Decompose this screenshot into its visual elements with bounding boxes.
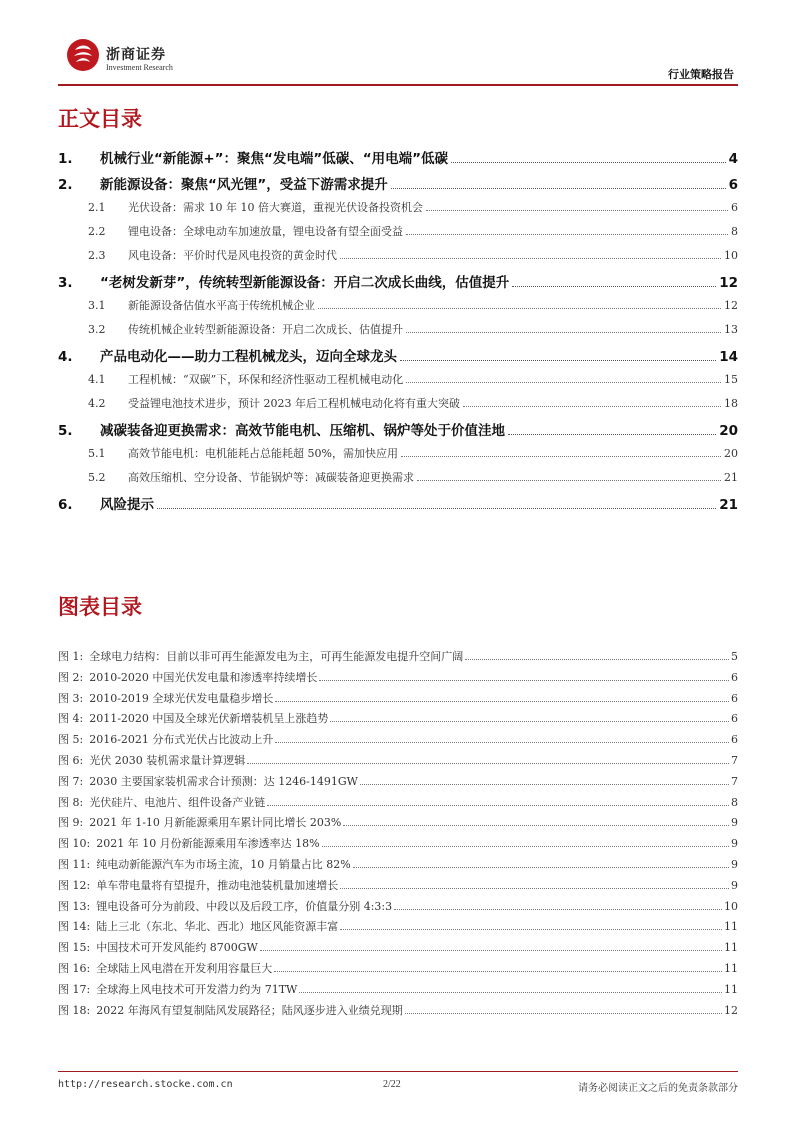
footer-url-link[interactable]: http://research.stocke.com.cn: [58, 1079, 233, 1090]
dot-leader: [391, 187, 726, 189]
figure-number: 图 18:: [58, 1003, 91, 1017]
toc-entry-number: 2.: [58, 177, 73, 193]
table-of-contents: [58, 147, 738, 519]
dot-leader: [406, 331, 721, 333]
toc-entry-number: 6.: [58, 497, 73, 513]
figure-entry[interactable]: [58, 773, 738, 794]
figure-caption: 单车带电量将有望提升，推动电池装机量加速增长: [96, 878, 339, 892]
figure-number: 图 10:: [58, 837, 91, 851]
figure-page: 11: [724, 920, 738, 934]
toc-entry-number: 5.2: [88, 471, 106, 484]
toc-subentry[interactable]: [58, 247, 738, 271]
brand-name-en: Investment Research: [106, 63, 173, 72]
figure-caption: 2010-2020 中国光伏发电量和渗透率持续增长: [89, 670, 318, 684]
figure-number: 图 7:: [58, 774, 84, 788]
figure-number: 图 15:: [58, 941, 91, 955]
toc-title: 正文目录: [58, 107, 142, 131]
toc-entry-text: 工程机械：“双碳”下，环保和经济性驱动工程机械电动化: [128, 373, 404, 386]
dot-leader: [405, 1012, 722, 1014]
toc-entry-text: 新能源设备估值水平高于传统机械企业: [128, 299, 315, 312]
figure-list-title: 图表目录: [58, 595, 142, 619]
toc-entry-page: 10: [724, 249, 738, 262]
toc-subentry[interactable]: [58, 199, 738, 223]
toc-entry-page: 12: [724, 299, 738, 312]
dot-leader: [319, 679, 729, 681]
figure-number: 图 8:: [58, 795, 84, 809]
figure-entry[interactable]: [58, 856, 738, 877]
figure-number: 图 5:: [58, 733, 84, 747]
toc-entry[interactable]: [58, 271, 738, 297]
toc-entry-page: 21: [719, 497, 738, 513]
figure-list: [58, 648, 738, 1022]
zheshang-logo-icon: [66, 38, 100, 72]
figure-caption: 锂电设备可分为前段、中段以及后段工序，价值量分别 4:3:3: [96, 899, 393, 913]
dot-leader: [247, 762, 729, 764]
figure-caption: 2010-2019 全球光伏发电量稳步增长: [89, 691, 274, 705]
dot-leader: [260, 949, 722, 951]
dot-leader: [417, 479, 721, 481]
toc-entry[interactable]: [58, 493, 738, 519]
dot-leader: [340, 257, 721, 259]
figure-page: 5: [731, 650, 738, 663]
toc-entry-number: 4.2: [88, 397, 106, 410]
figure-page: 9: [731, 816, 738, 830]
figure-entry[interactable]: [58, 960, 738, 981]
dot-leader: [267, 804, 729, 806]
toc-entry-page: 6: [731, 201, 738, 214]
toc-entry-number: 2.1: [88, 201, 106, 214]
figure-entry[interactable]: [58, 794, 738, 815]
toc-entry-text: 新能源设备：聚焦“风光锂”，受益下游需求提升: [100, 177, 388, 193]
figure-number: 图 17:: [58, 982, 91, 996]
dot-leader: [463, 405, 721, 407]
toc-entry[interactable]: [58, 345, 738, 371]
figure-number: 图 4:: [58, 712, 84, 726]
toc-entry[interactable]: [58, 419, 738, 445]
figure-entry[interactable]: [58, 981, 738, 1002]
toc-entry-page: 8: [731, 225, 738, 238]
figure-caption: 全球陆上风电潜在开发利用容量巨大: [96, 961, 273, 975]
toc-entry-page: 18: [724, 397, 738, 410]
brand-name-cn: 浙商证券: [106, 47, 166, 63]
dot-leader: [426, 209, 728, 211]
toc-entry-number: 4.: [58, 349, 73, 365]
dot-leader: [274, 970, 722, 972]
dot-leader: [157, 507, 716, 509]
dot-leader: [508, 433, 716, 435]
dot-leader: [353, 866, 729, 868]
toc-subentry[interactable]: [58, 321, 738, 345]
toc-entry-text: 风电设备：平价时代是风电投资的黄金时代: [128, 249, 337, 262]
figure-caption: 全球海上风电技术可开发潜力约为 71TW: [96, 982, 298, 996]
header-divider: [58, 84, 738, 86]
toc-entry-page: 20: [719, 423, 738, 439]
figure-number: 图 13:: [58, 899, 91, 913]
toc-entry-text: 传统机械企业转型新能源设备：开启二次成长、估值提升: [128, 323, 403, 336]
figure-page: 6: [731, 733, 738, 747]
figure-caption: 2021 年 1-10 月新能源乘用车累计同比增长 203%: [89, 816, 342, 830]
figure-entry[interactable]: [58, 648, 738, 669]
figure-caption: 光伏 2030 装机需求量计算逻辑: [89, 753, 246, 767]
page-header: [58, 34, 738, 84]
toc-entry-page: 4: [728, 151, 738, 167]
toc-entry-number: 4.1: [88, 373, 106, 386]
figure-entry[interactable]: [58, 918, 738, 939]
toc-subentry[interactable]: [58, 297, 738, 321]
figure-page: 9: [731, 837, 738, 851]
figure-page: 8: [731, 795, 738, 809]
figure-entry[interactable]: [58, 669, 738, 690]
figure-caption: 中国技术可开发风能约 8700GW: [96, 941, 258, 955]
figure-page: 6: [731, 691, 738, 705]
toc-entry-page: 12: [719, 275, 738, 291]
toc-entry[interactable]: [58, 147, 738, 173]
dot-leader: [512, 285, 716, 287]
toc-entry-text: 光伏设备：需求 10 年 10 倍大赛道，重视光伏设备投资机会: [128, 201, 423, 214]
page-indicator: 2/22: [383, 1079, 401, 1090]
figure-caption: 2016-2021 分布式光伏占比波动上升: [89, 733, 274, 747]
figure-number: 图 6:: [58, 753, 84, 767]
dot-leader: [275, 700, 729, 702]
figure-number: 图 16:: [58, 961, 91, 975]
dot-leader: [360, 783, 729, 785]
dot-leader: [340, 887, 729, 889]
figure-page: 12: [724, 1003, 738, 1017]
dot-leader: [275, 741, 729, 743]
figure-entry[interactable]: [58, 814, 738, 835]
toc-entry-text: 锂电设备：全球电动车加速放量，锂电设备有望全面受益: [128, 225, 403, 238]
figure-caption: 陆上三北（东北、华北、西北）地区风能资源丰富: [96, 920, 339, 934]
toc-entry-page: 15: [724, 373, 738, 386]
dot-leader: [406, 381, 721, 383]
figure-entry[interactable]: [58, 752, 738, 773]
toc-entry-number: 5.: [58, 423, 73, 439]
figure-caption: 2030 主要国家装机需求合计预测：达 1246-1491GW: [89, 774, 358, 788]
toc-subentry[interactable]: [58, 445, 738, 469]
dot-leader: [322, 845, 729, 847]
figure-number: 图 3:: [58, 691, 84, 705]
figure-number: 图 2:: [58, 670, 84, 684]
toc-entry-text: 风险提示: [100, 497, 154, 513]
figure-number: 图 14:: [58, 920, 91, 934]
figure-entry[interactable]: [58, 690, 738, 711]
toc-entry[interactable]: [58, 173, 738, 199]
footer-divider: [58, 1071, 738, 1072]
dot-leader: [465, 658, 729, 660]
figure-entry[interactable]: [58, 1002, 738, 1023]
figure-caption: 2022 年海风有望复制陆风发展路径；陆风逐步进入业绩兑现期: [96, 1003, 403, 1017]
toc-entry-text: “老树发新芽”，传统转型新能源设备：开启二次成长曲线，估值提升: [100, 275, 510, 291]
toc-subentry[interactable]: [58, 371, 738, 395]
figure-number: 图 1:: [58, 650, 84, 663]
dot-leader: [401, 455, 721, 457]
toc-entry-text: 高效压缩机、空分设备、节能锅炉等：减碳装备迎更换需求: [128, 471, 414, 484]
figure-number: 图 11:: [58, 857, 91, 871]
toc-entry-text: 高效节能电机：电机能耗占总能耗超 50%，需加快应用: [128, 447, 398, 460]
toc-entry-number: 1.: [58, 151, 73, 167]
toc-entry-number: 3.2: [88, 323, 106, 336]
figure-page: 9: [731, 857, 738, 871]
disclaimer-note: 请务必阅读正文之后的免责条款部分: [578, 1083, 738, 1094]
toc-entry-text: 受益锂电池技术进步，预计 2023 年后工程机械电动化将有重大突破: [128, 397, 460, 410]
figure-page: 9: [731, 878, 738, 892]
figure-caption: 2011-2020 中国及全球光伏新增装机呈上涨趋势: [89, 712, 329, 726]
figure-number: 图 9:: [58, 816, 84, 830]
figure-page: 11: [724, 982, 738, 996]
toc-entry-page: 6: [728, 177, 738, 193]
figure-page: 6: [731, 670, 738, 684]
figure-number: 图 12:: [58, 878, 91, 892]
dot-leader: [343, 824, 729, 826]
figure-page: 11: [724, 961, 738, 975]
toc-entry-text: 减碳装备迎更换需求：高效节能电机、压缩机、锅炉等处于价值洼地: [100, 423, 505, 439]
figure-entry[interactable]: [58, 939, 738, 960]
toc-entry-number: 2.3: [88, 249, 106, 262]
figure-page: 6: [731, 712, 738, 726]
toc-entry-text: 机械行业“新能源+”：聚焦“发电端”低碳、“用电端”低碳: [100, 151, 449, 167]
figure-caption: 光伏硅片、电池片、组件设备产业链: [89, 795, 266, 809]
figure-entry[interactable]: [58, 835, 738, 856]
toc-entry-page: 13: [724, 323, 738, 336]
toc-subentry[interactable]: [58, 469, 738, 493]
figure-page: 10: [724, 899, 738, 913]
figure-caption: 纯电动新能源汽车为市场主流，10 月销量占比 82%: [96, 857, 351, 871]
figure-page: 7: [731, 753, 738, 767]
figure-entry[interactable]: [58, 877, 738, 898]
toc-entry-page: 21: [724, 471, 738, 484]
figure-caption: 2021 年 10 月份新能源乘用车渗透率达 18%: [96, 837, 320, 851]
toc-entry-number: 3.1: [88, 299, 106, 312]
dot-leader: [406, 233, 728, 235]
dot-leader: [318, 307, 721, 309]
figure-caption: 全球电力结构：目前以非可再生能源发电为主，可再生能源发电提升空间广阔: [89, 650, 464, 663]
toc-entry-number: 3.: [58, 275, 73, 291]
toc-entry-number: 5.1: [88, 447, 106, 460]
toc-entry-page: 20: [724, 447, 738, 460]
report-type-label: 行业策略报告: [668, 68, 734, 81]
toc-entry-page: 14: [719, 349, 738, 365]
toc-entry-text: 产品电动化——助力工程机械龙头，迈向全球龙头: [100, 349, 397, 365]
toc-entry-number: 2.2: [88, 225, 106, 238]
dot-leader: [340, 928, 722, 930]
dot-leader: [400, 359, 716, 361]
figure-page: 11: [724, 941, 738, 955]
figure-entry[interactable]: [58, 898, 738, 919]
dot-leader: [394, 908, 722, 910]
figure-page: 7: [731, 774, 738, 788]
figure-entry[interactable]: [58, 710, 738, 731]
dot-leader: [451, 161, 726, 163]
toc-subentry[interactable]: [58, 223, 738, 247]
dot-leader: [299, 991, 722, 993]
figure-entry[interactable]: [58, 731, 738, 752]
dot-leader: [330, 720, 729, 722]
toc-subentry[interactable]: [58, 395, 738, 419]
